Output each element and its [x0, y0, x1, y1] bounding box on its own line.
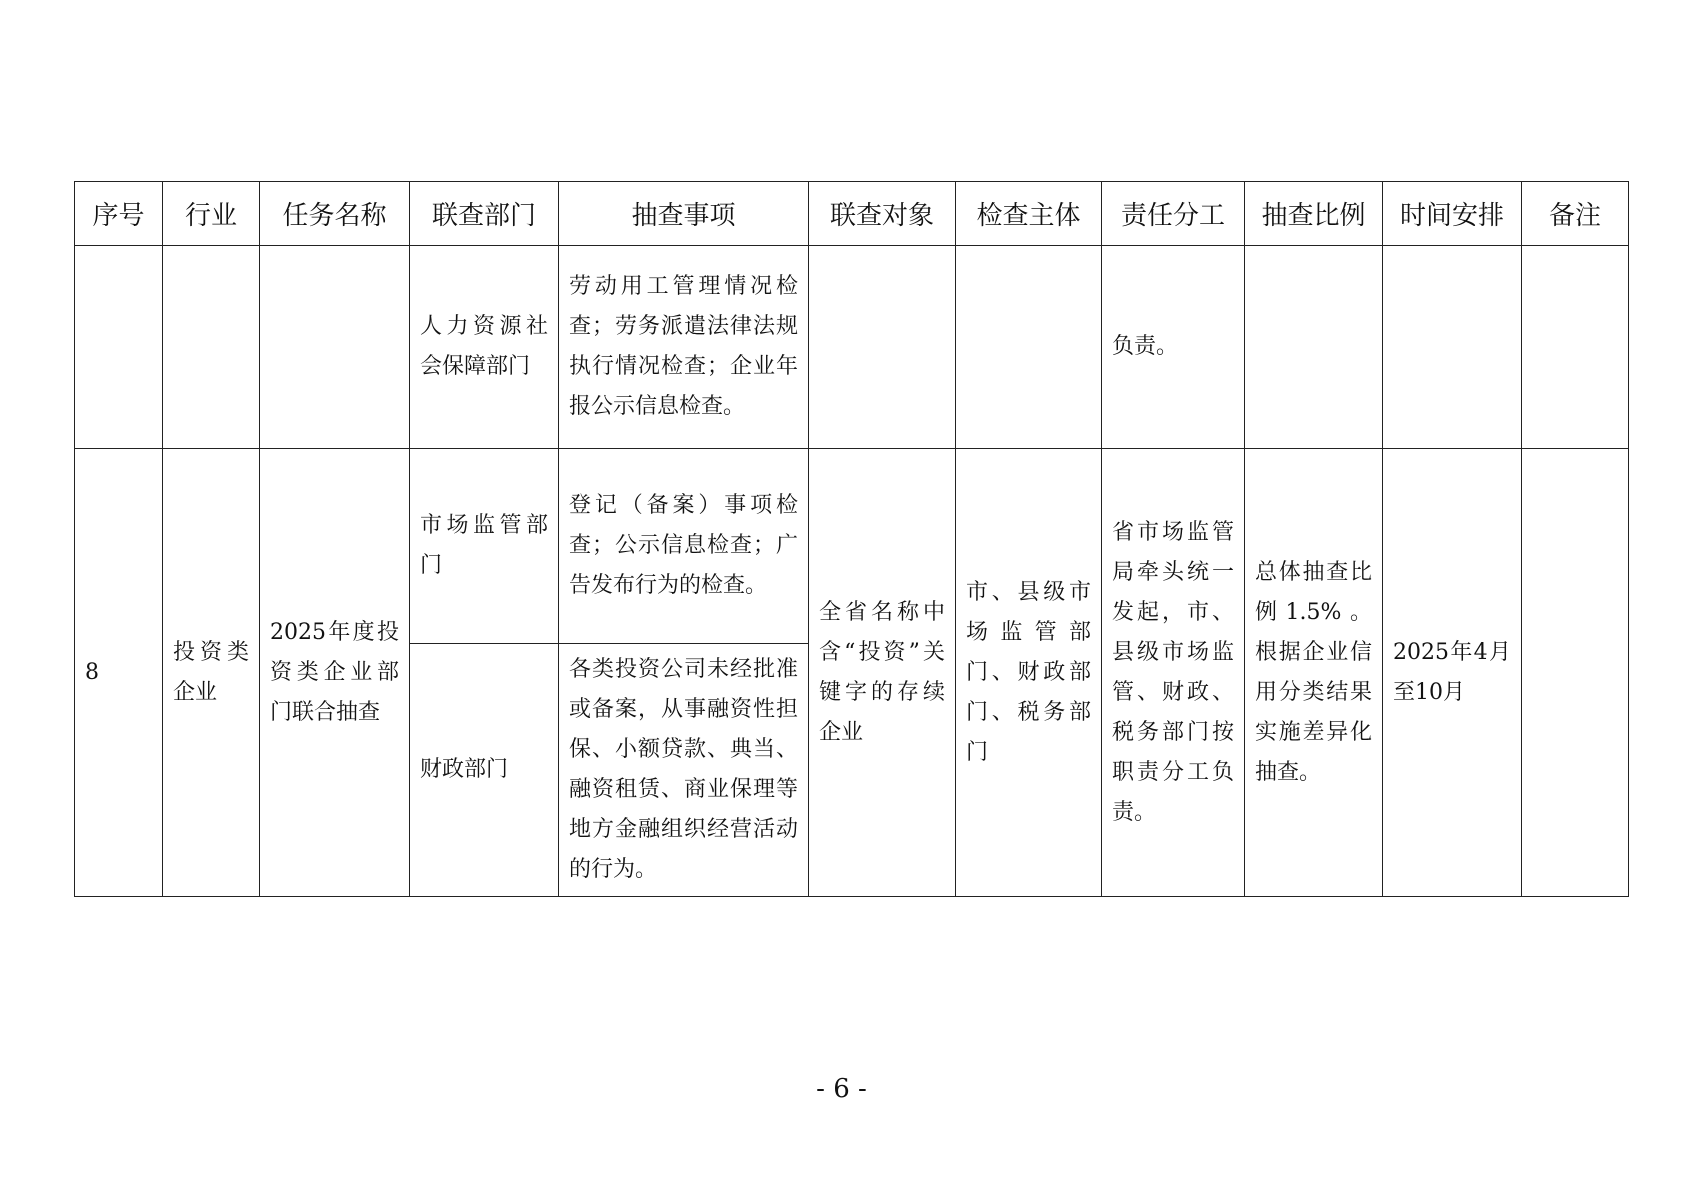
header-ratio: 抽查比例 [1245, 182, 1383, 246]
header-industry: 行业 [163, 182, 260, 246]
header-time: 时间安排 [1383, 182, 1522, 246]
cell-note [1522, 449, 1629, 897]
header-note: 备注 [1522, 182, 1629, 246]
cell-target: 全省名称中含“投资”关键字的存续企业 [809, 449, 956, 897]
table-row [75, 246, 1629, 449]
cell-subject: 市、县级市场监管部门、财政部门、税务部门 [956, 449, 1102, 897]
header-duty: 责任分工 [1102, 182, 1245, 246]
cell-items: 劳动用工管理情况检查；劳务派遣法律法规执行情况检查；企业年报公示信息检查。 [559, 246, 809, 449]
header-target: 联查对象 [809, 182, 956, 246]
page-number: - 6 - [816, 1074, 867, 1104]
cell-note [1522, 246, 1629, 449]
cell-time: 2025年4月至10月 [1383, 449, 1522, 897]
cell-industry [163, 246, 260, 449]
header-seq: 序号 [75, 182, 163, 246]
cell-industry: 投资类企业 [163, 449, 260, 897]
header-subject: 检查主体 [956, 182, 1102, 246]
cell-dept: 人力资源社会保障部门 [410, 246, 559, 449]
cell-task [260, 246, 410, 449]
header-check-items: 抽查事项 [559, 182, 809, 246]
cell-subject [956, 246, 1102, 449]
table-row [75, 449, 1629, 644]
header-joint-dept: 联查部门 [410, 182, 559, 246]
cell-items: 各类投资公司未经批准或备案，从事融资性担保、小额贷款、典当、融资租赁、商业保理等地方金融组织经营活动的行为。 [559, 644, 809, 897]
cell-duty: 省市场监管局牵头统一发起，市、县级市场监管、财政、税务部门按职责分工负责。 [1102, 449, 1245, 897]
cell-target [809, 246, 956, 449]
cell-dept: 市场监管部门 [410, 449, 559, 644]
cell-ratio [1245, 246, 1383, 449]
cell-items: 登记（备案）事项检查；公示信息检查；广告发布行为的检查。 [559, 449, 809, 644]
cell-ratio: 总体抽查比例1.5%。根据企业信用分类结果实施差异化抽查。 [1245, 449, 1383, 897]
cell-time [1383, 246, 1522, 449]
inspection-table [74, 181, 1629, 897]
cell-seq: 8 [75, 449, 163, 897]
cell-task: 2025年度投资类企业部门联合抽查 [260, 449, 410, 897]
cell-duty: 负责。 [1102, 246, 1245, 449]
cell-seq [75, 246, 163, 449]
cell-dept: 财政部门 [410, 644, 559, 897]
header-row [75, 182, 1629, 246]
header-task-name: 任务名称 [260, 182, 410, 246]
